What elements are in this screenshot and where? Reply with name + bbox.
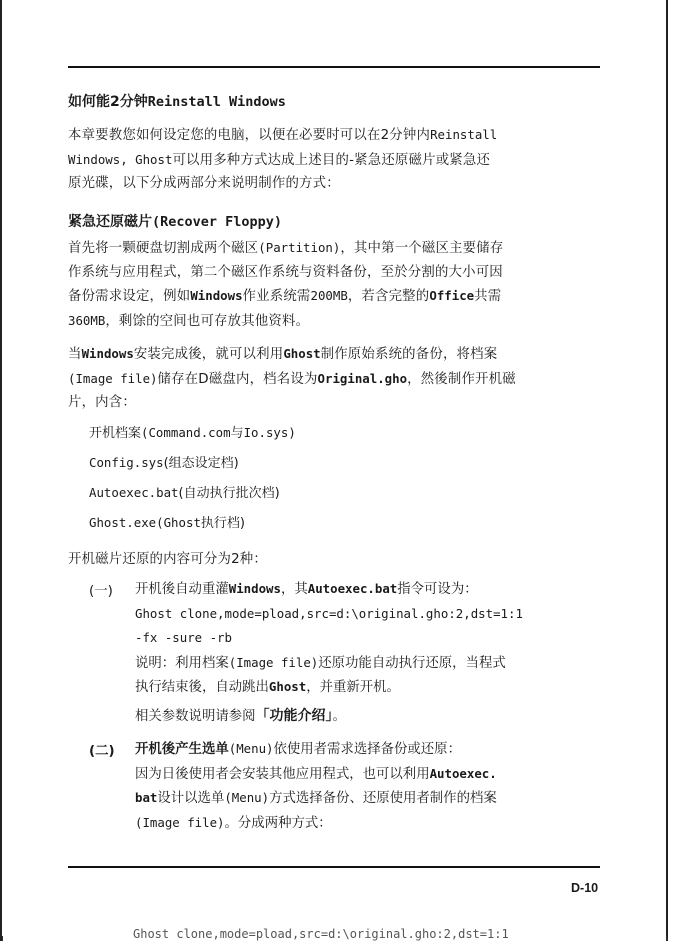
intro-text: 原光碟，以下分成两部分来说明制作的方式： bbox=[68, 176, 340, 191]
item-text: (Menu) bbox=[224, 790, 270, 805]
page-border-right bbox=[666, 0, 668, 941]
command-text: -fx -sure -rb bbox=[135, 630, 232, 645]
item-text: (Image file) bbox=[135, 814, 225, 830]
item-text: bat bbox=[135, 790, 158, 805]
item-text: 依使用者需求选择备份或还原： bbox=[273, 742, 461, 757]
intro-text: 可以用多种方式达成上述目的-紧急还原磁片或紧急还 bbox=[172, 152, 491, 168]
item-number: (二) bbox=[89, 744, 115, 759]
file-label: Io.sys) bbox=[243, 425, 296, 440]
item-text: 执行结束後，自动跳出 bbox=[135, 680, 269, 695]
item-text: 。 bbox=[332, 709, 346, 724]
para-text: 当 bbox=[68, 347, 82, 362]
para-text: (Image file) bbox=[68, 370, 158, 386]
file-label: 开机档案 bbox=[89, 426, 142, 441]
para-text: Original.gho bbox=[317, 370, 408, 386]
item-text: Autoexec.bat bbox=[307, 581, 398, 596]
item-text: 方式选择备份、还原使用者制作的档案 bbox=[269, 791, 497, 806]
file-label: (自动执行批次档) bbox=[178, 486, 280, 501]
footer-rule bbox=[68, 866, 600, 868]
item-text: (Menu) bbox=[228, 741, 274, 756]
file-label: 执行档) bbox=[200, 516, 245, 531]
para-text: Windows bbox=[81, 346, 134, 361]
para-text: 备份需求设定，例如 bbox=[68, 289, 191, 304]
header-rule bbox=[68, 66, 600, 68]
para-text: 片，内含： bbox=[68, 395, 136, 410]
file-label: 与 bbox=[230, 426, 244, 441]
item-label-2 bbox=[89, 740, 115, 759]
intro-text: Reinstall bbox=[430, 127, 498, 142]
para-text: ，剩馀的空间也可存放其他资料。 bbox=[105, 313, 310, 329]
para-text: ，其中第一个磁区主要储存 bbox=[340, 241, 504, 256]
next-page-overflow bbox=[0, 927, 673, 941]
para-text: 首先将一颗硬盘切割成两个磁区 bbox=[68, 241, 259, 256]
item-text: 还原功能自动执行还原，当程式 bbox=[318, 655, 506, 671]
intro-text: 本章要教您如何设定您的电脑，以便在必要时可以在2分钟内 bbox=[68, 128, 431, 143]
item-text: 因为日後使用者会安装其他应用程式，也可以利用 bbox=[135, 766, 430, 782]
crop-mark bbox=[2, 936, 3, 941]
item-label-1 bbox=[89, 580, 113, 599]
para-text: 360MB bbox=[68, 312, 106, 328]
file-label: Config.sys bbox=[89, 455, 164, 470]
subheading-zh: 紧急还原磁片 bbox=[68, 214, 152, 230]
crop-mark bbox=[666, 936, 667, 941]
para-text: 共需 bbox=[474, 289, 502, 304]
item-body-1 bbox=[135, 577, 605, 700]
item-body-2 bbox=[135, 737, 605, 835]
file-label: Autoexec.bat bbox=[89, 485, 179, 500]
heading-en: Reinstall Windows bbox=[147, 94, 286, 110]
list-item bbox=[89, 422, 296, 441]
item-text: Ghost bbox=[268, 679, 307, 694]
item-text: 说明：利用档案 bbox=[135, 655, 229, 671]
item-text: 开机後自动重灌 bbox=[135, 582, 229, 597]
file-label: (Ghost bbox=[156, 515, 201, 530]
item-text: 开机後产生选单 bbox=[135, 742, 229, 757]
item-text: Autoexec. bbox=[429, 765, 497, 781]
item-text: 指令可设为： bbox=[397, 582, 478, 597]
section-heading bbox=[68, 91, 286, 111]
item-text: 。分成两种方式： bbox=[224, 815, 332, 831]
item-text: ，并重新开机。 bbox=[306, 680, 400, 695]
file-label: (Command.com bbox=[141, 425, 231, 440]
heading-zh: 如何能2分钟 bbox=[68, 94, 148, 110]
para-text: Ghost bbox=[283, 346, 321, 361]
para-text: 储存在D磁盘内，档名设为 bbox=[157, 371, 318, 387]
para-text: (Partition) bbox=[258, 240, 341, 255]
intro-text: Windows, Ghost bbox=[68, 151, 173, 167]
partition-paragraph bbox=[68, 236, 600, 333]
item-text: 「功能介绍」 bbox=[255, 708, 333, 724]
para-text: 开机磁片还原的内容可分为2种： bbox=[68, 552, 267, 567]
para-text: 作系统与应用程式，第二个磁区作系统与资料备份，至於分割的大小可因 bbox=[68, 264, 503, 280]
list-item bbox=[89, 512, 245, 531]
backup-paragraph bbox=[68, 342, 600, 415]
item-text: (Image file) bbox=[228, 654, 319, 670]
intro-paragraph bbox=[68, 123, 600, 196]
file-label: Ghost.exe bbox=[89, 515, 157, 530]
para-text: ，然後制作开机磁 bbox=[407, 371, 516, 387]
page-number: D-10 bbox=[571, 881, 599, 895]
item-text: Windows bbox=[228, 581, 281, 596]
subheading-en: (Recover Floppy) bbox=[152, 214, 283, 230]
para-text: Office bbox=[429, 288, 475, 303]
overflow-text: Ghost clone,mode=pload,src=d:\original.gho:2,dst=1:1 bbox=[133, 927, 509, 941]
item-text: 相关参数说明请参阅 bbox=[135, 709, 256, 724]
para-text: 作业系统需 bbox=[242, 289, 311, 304]
item-number: (一) bbox=[89, 584, 113, 599]
para-text: 200MB bbox=[310, 288, 348, 303]
file-label: (组态设定档) bbox=[163, 456, 239, 471]
command-text: Ghost clone,mode=pload,src=d:\original.gho:2,dst=1:1 bbox=[135, 605, 523, 621]
list-item bbox=[89, 482, 280, 501]
restore-intro bbox=[68, 548, 600, 572]
item-note-1 bbox=[135, 705, 605, 729]
item-text: ，其 bbox=[280, 582, 308, 597]
item-text: 设计以选单 bbox=[157, 791, 225, 806]
para-text: 制作原始系统的备份，将档案 bbox=[320, 347, 498, 362]
para-text: 安装完成後，就可以利用 bbox=[133, 347, 284, 362]
subsection-heading bbox=[68, 211, 282, 231]
para-text: Windows bbox=[190, 288, 243, 303]
list-item bbox=[89, 452, 239, 471]
page-border-left bbox=[0, 0, 2, 941]
para-text: ，若含完整的 bbox=[347, 289, 430, 304]
